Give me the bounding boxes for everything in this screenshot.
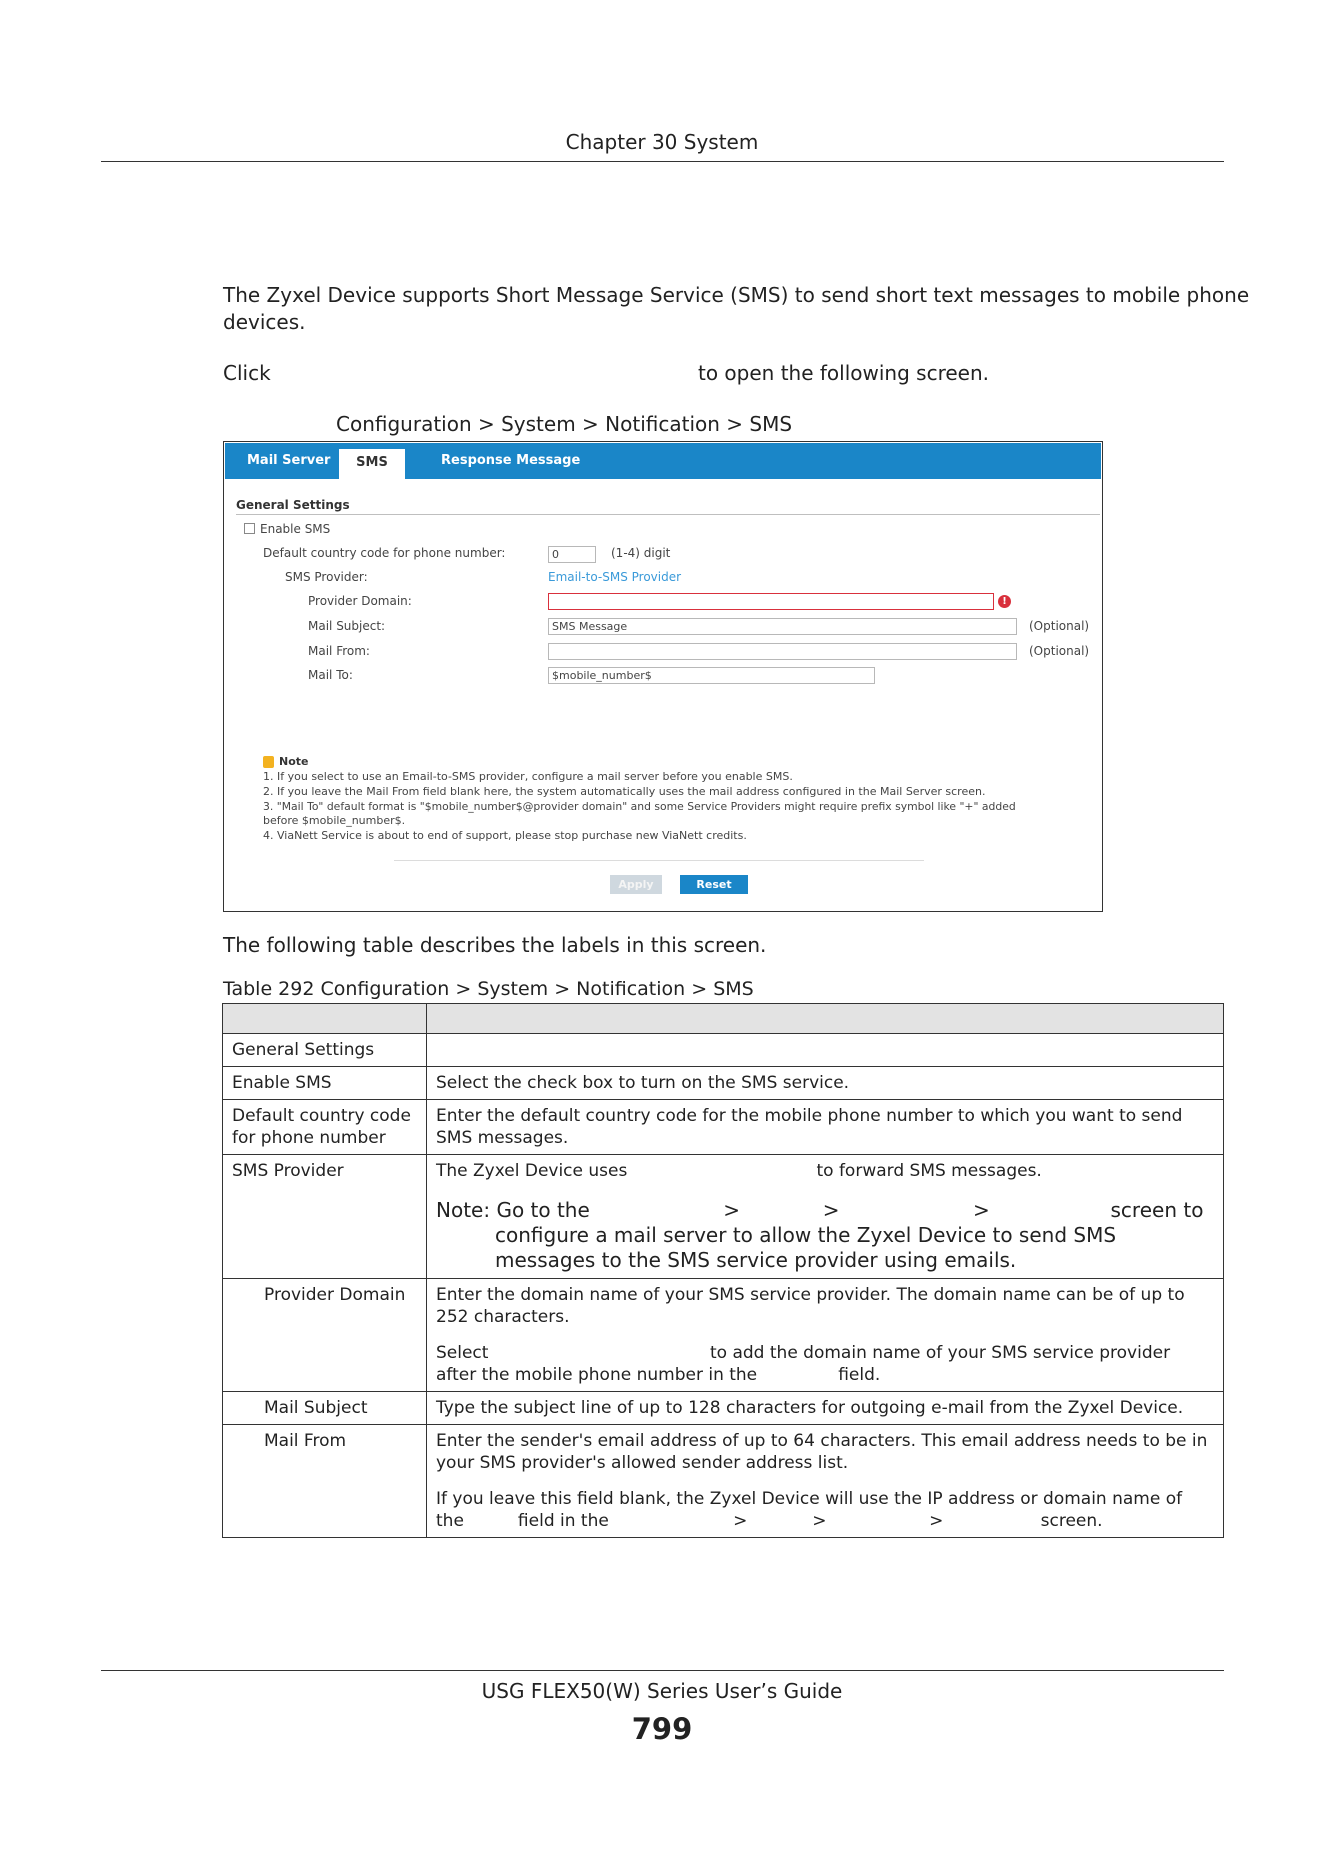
mail-from-label: Mail From: xyxy=(308,644,370,658)
row-description xyxy=(427,1155,1224,1279)
enable-sms-label: Enable SMS xyxy=(260,522,331,536)
table-header-cell xyxy=(427,1004,1224,1034)
row-label: Mail From xyxy=(223,1425,427,1538)
table-header-row xyxy=(223,1004,1224,1034)
row-description xyxy=(427,1034,1224,1067)
guide-title: USG FLEX50(W) Series User’s Guide xyxy=(481,1679,843,1703)
footer-rule xyxy=(101,1670,1224,1671)
sms-provider-link[interactable]: Email-to-SMS Provider xyxy=(548,570,682,584)
provider-domain-label: Provider Domain: xyxy=(308,594,412,608)
intro-paragraph-line-1: The Zyxel Device supports Short Message Service (SMS) to send short text messages to mobile phone xyxy=(223,283,1250,307)
mail-subject-input[interactable]: SMS Message xyxy=(548,618,1017,635)
table-row xyxy=(223,1067,1224,1100)
row-description-text: The Zyxel Device uses to forward SMS messages. xyxy=(436,1161,1042,1181)
row-label: Enable SMS xyxy=(223,1067,427,1100)
table-row xyxy=(223,1034,1224,1067)
row-label: Provider Domain xyxy=(223,1279,427,1392)
table-intro: The following table describes the labels in this screen. xyxy=(223,933,767,957)
country-code-label: Default country code for phone number: xyxy=(263,546,506,560)
tab-sms[interactable]: SMS xyxy=(339,449,405,479)
note-line-1: 1. If you select to use an Email-to-SMS provider, configure a mail server before you enable SMS. xyxy=(263,770,793,783)
note-line-3: 3. "Mail To" default format is "$mobile_number$@provider domain" and some Service Providers might require prefix symbol like "+" added xyxy=(263,800,1016,813)
figure-caption: Configuration > System > Notification > SMS xyxy=(336,412,793,436)
click-word: Click xyxy=(223,361,271,385)
table-header-cell xyxy=(223,1004,427,1034)
click-instruction: to open the following screen. xyxy=(698,361,989,385)
row-description-text: Select to add the domain name of your SMS service provider after the mobile phone number in the field. xyxy=(436,1343,1176,1385)
table-row xyxy=(223,1100,1224,1155)
row-description-text: If you leave this field blank, the Zyxel Device will use the IP address or domain name of the field in the > > > screen. xyxy=(436,1489,1188,1531)
country-code-hint: (1-4) digit xyxy=(611,546,671,560)
tab-response-message[interactable]: Response Message xyxy=(441,453,581,468)
enable-sms-checkbox[interactable] xyxy=(244,523,255,534)
tab-bar xyxy=(225,443,1101,479)
row-description: Select the check box to turn on the SMS service. xyxy=(427,1067,1224,1100)
table-row xyxy=(223,1392,1224,1425)
description-table xyxy=(222,1003,1224,1538)
country-code-input[interactable]: 0 xyxy=(548,546,596,563)
mail-subject-optional: (Optional) xyxy=(1029,619,1090,633)
table-row xyxy=(223,1155,1224,1279)
provider-domain-input[interactable] xyxy=(548,593,994,610)
row-note: Note: Go to the > > > screen to configure a mail server to allow the Zyxel Device to send SMS messages to the SMS service provider using emails. xyxy=(436,1198,1210,1272)
note-line-2: 2. If you leave the Mail From field blank here, the system automatically uses the mail address configured in the Mail Server screen. xyxy=(263,785,986,798)
note-icon xyxy=(263,756,274,768)
row-description: Enter the default country code for the mobile phone number to which you want to send SMS messages. xyxy=(427,1100,1224,1155)
row-description-text: Enter the sender's email address of up to 64 characters. This email address needs to be in your SMS provider's allowed sender address list. xyxy=(436,1431,1208,1473)
sms-settings-screenshot xyxy=(223,441,1103,912)
general-settings-title: General Settings xyxy=(236,498,350,512)
tab-mail-server[interactable]: Mail Server xyxy=(247,453,331,468)
table-row xyxy=(223,1279,1224,1392)
sms-provider-label: SMS Provider: xyxy=(285,570,368,584)
page-number: 799 xyxy=(631,1712,693,1746)
row-label: SMS Provider xyxy=(223,1155,427,1279)
note-line-4: 4. ViaNett Service is about to end of support, please stop purchase new ViaNett credits. xyxy=(263,829,747,842)
row-description: Type the subject line of up to 128 characters for outgoing e-mail from the Zyxel Device. xyxy=(427,1392,1224,1425)
section-divider xyxy=(236,514,1100,515)
row-description xyxy=(427,1279,1224,1392)
table-row xyxy=(223,1425,1224,1538)
row-label: General Settings xyxy=(223,1034,427,1067)
table-caption: Table 292 Configuration > System > Notification > SMS xyxy=(223,978,754,1000)
row-label: Default country code for phone number xyxy=(223,1100,427,1155)
tab-underline xyxy=(225,479,1101,483)
mail-from-input[interactable] xyxy=(548,643,1017,660)
apply-button[interactable]: Apply xyxy=(610,875,662,894)
mail-to-label: Mail To: xyxy=(308,668,353,682)
header-rule xyxy=(101,161,1224,162)
chapter-title: Chapter 30 System xyxy=(565,130,759,154)
button-divider xyxy=(394,860,924,861)
mail-from-optional: (Optional) xyxy=(1029,644,1090,658)
row-label: Mail Subject xyxy=(223,1392,427,1425)
row-description xyxy=(427,1425,1224,1538)
error-icon: ! xyxy=(998,595,1011,608)
intro-paragraph-line-2: devices. xyxy=(223,310,306,334)
note-title: Note xyxy=(279,755,309,768)
row-description-text: Enter the domain name of your SMS service provider. The domain name can be of up to 252 characters. xyxy=(436,1285,1185,1327)
mail-to-input[interactable]: $mobile_number$ xyxy=(548,667,875,684)
mail-subject-label: Mail Subject: xyxy=(308,619,386,633)
note-line-3-cont: before $mobile_number$. xyxy=(263,814,406,827)
reset-button[interactable]: Reset xyxy=(680,875,748,894)
